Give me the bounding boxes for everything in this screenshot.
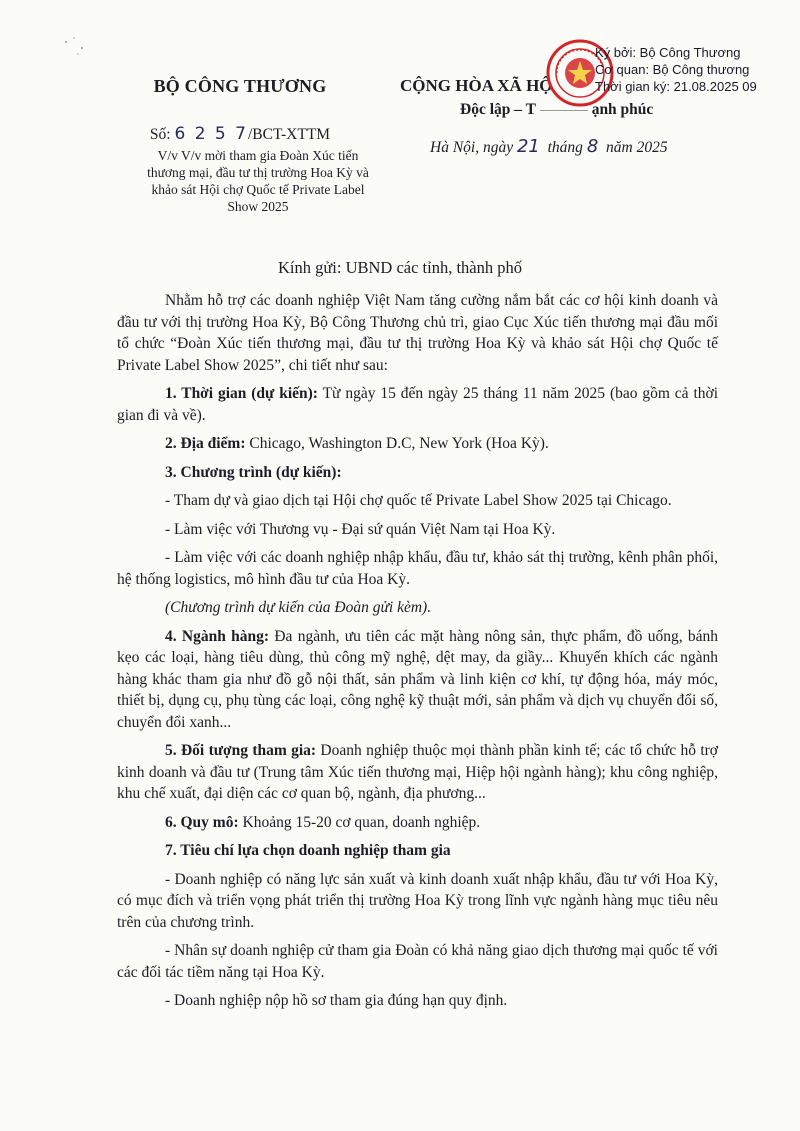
- greeting: Kính gửi: UBND các tỉnh, thành phố: [277, 258, 523, 277]
- section-2-text: Chicago, Washington D.C, New York (Hoa Kỳ).: [245, 435, 549, 452]
- date-prefix: Hà Nội, ngày: [430, 139, 514, 156]
- section-5-text: Doanh nghiệp thuộc mọi thành phần kinh tế; các tổ chức hỗ trợ kinh doanh và đầu tư (Trung tâm Xúc tiến thương mại, Hiệp hội ngành hàng); khu công nghiệp, khu chế xuất, đại diện các cơ quan bộ, ngành, địa phương...: [117, 742, 718, 802]
- date-day: 21: [516, 136, 540, 157]
- section-4: [117, 626, 718, 734]
- section-6-text: Khoảng 15-20 cơ quan, doanh nghiệp.: [238, 813, 481, 831]
- section-3-title: 3. Chương trình (dự kiến):: [165, 463, 342, 481]
- number-prefix: Số:: [149, 126, 175, 143]
- motto-end: ạnh phúc: [591, 101, 654, 118]
- section-2: [117, 433, 718, 455]
- section-5: [117, 740, 718, 805]
- ministry-name: BỘ CÔNG THƯƠNG: [153, 76, 327, 96]
- section-7-item-3: - Doanh nghiệp nộp hồ sơ tham gia đúng hạn quy định.: [165, 992, 508, 1009]
- document-body: [117, 290, 718, 1019]
- section-4-title: 4. Ngành hàng:: [165, 627, 270, 645]
- section-6: [117, 812, 718, 834]
- section-6-title: 6. Quy mô:: [165, 813, 239, 831]
- document-number: [80, 124, 400, 144]
- section-7-item-1: - Doanh nghiệp có năng lực sản xuất và kinh doanh xuất nhập khẩu, đầu tư với Hoa Kỳ, có mục đích và triển vọng phát triển thị trường Hoa Kỳ trong lĩnh vực ngành hàng mục tiêu nêu trên của chương trình.: [117, 870, 718, 931]
- section-1-text: Từ ngày 15 đến ngày 25 tháng 11 năm 2025 (bao gồm cả thời gian đi và về).: [117, 385, 718, 424]
- section-1: [117, 383, 718, 426]
- handwritten-number: 6 2 5 7: [174, 124, 248, 144]
- motto-start: Độc lập – T: [460, 101, 536, 118]
- section-5-title: 5. Đối tượng tham gia:: [165, 742, 317, 759]
- section-3-item-1: - Tham dự và giao dịch tại Hội chợ quốc tế Private Label Show 2025 tại Chicago.: [165, 492, 672, 509]
- signature-time: Thời gian ký: 21.08.2025 09: [595, 79, 757, 94]
- section-7-title: 7. Tiêu chí lựa chọn doanh nghiệp tham gia: [165, 842, 451, 859]
- section-3-note: (Chương trình dự kiến của Đoàn gửi kèm).: [165, 599, 432, 616]
- intro-paragraph: Nhằm hỗ trợ các doanh nghiệp Việt Nam tăng cường nắm bắt các cơ hội kinh doanh và đầu tư với thị trường Hoa Kỳ, Bộ Công Thương chủ trì, giao Cục Xúc tiến thương mại đầu mối tổ chức “Đoàn Xúc tiến thương mại, đầu tư thị trường Hoa Kỳ và khảo sát Hội chợ Quốc tế Private Label Show 2025”, chi tiết như sau:: [117, 292, 718, 374]
- section-1-title: 1. Thời gian (dự kiến):: [165, 385, 318, 402]
- section-7-item-2: - Nhân sự doanh nghiệp cử tham gia Đoàn có khả năng giao dịch thương mại quốc tế với các đối tác tiềm năng tại Hoa Kỳ.: [117, 942, 718, 981]
- section-3-item-2: - Làm việc với Thương vụ - Đại sứ quán Việt Nam tại Hoa Kỳ.: [165, 520, 556, 538]
- section-3-item-3: - Làm việc với các doanh nghiệp nhập khẩu, đầu tư, khảo sát thị trường, kênh phân phối, hệ thống logistics, mô hình đầu tư của Hoa Kỳ.: [117, 549, 718, 588]
- scan-speckle-icon: [60, 30, 90, 60]
- section-2-title: 2. Địa điểm:: [165, 435, 246, 452]
- digital-signature-block: [595, 44, 800, 95]
- signature-signed-by: Ký bởi: Bộ Công Thương: [595, 45, 741, 60]
- number-suffix: /BCT-XTTM: [247, 126, 331, 143]
- date-month-label: tháng: [547, 139, 583, 156]
- date-month: 8: [586, 136, 599, 157]
- republic-heading: CỘNG HÒA XÃ HỘ: [400, 76, 553, 95]
- section-3: [117, 462, 718, 484]
- dateline: [430, 136, 760, 157]
- document-subject: V/v V/v mời tham gia Đoàn Xúc tiến thương mại, đầu tư thị trường Hoa Kỳ và khảo sát Hội chợ Quốc tế Private Label Show 2025: [147, 148, 369, 214]
- signature-agency: Cơ quan: Bộ Công thương: [595, 62, 750, 77]
- date-year: năm 2025: [606, 139, 668, 156]
- section-4-text: Đa ngành, ưu tiên các mặt hàng nông sản, thực phẩm, đồ uống, bánh kẹo các loại, hàng tiêu dùng, thủ công mỹ nghệ, dệt may, da giầy... Khuyến khích các ngành hàng khác tham gia như đồ gỗ nội thất, sản phẩm và linh kiện cơ khí, tự động hóa, máy móc, thiết bị, dụng cụ, phụ tùng các loại, công nghệ kỹ thuật mới, sản phẩm và dịch vụ chuyển đổi số, chuyển đổi xanh...: [117, 627, 719, 731]
- section-7: [117, 840, 718, 862]
